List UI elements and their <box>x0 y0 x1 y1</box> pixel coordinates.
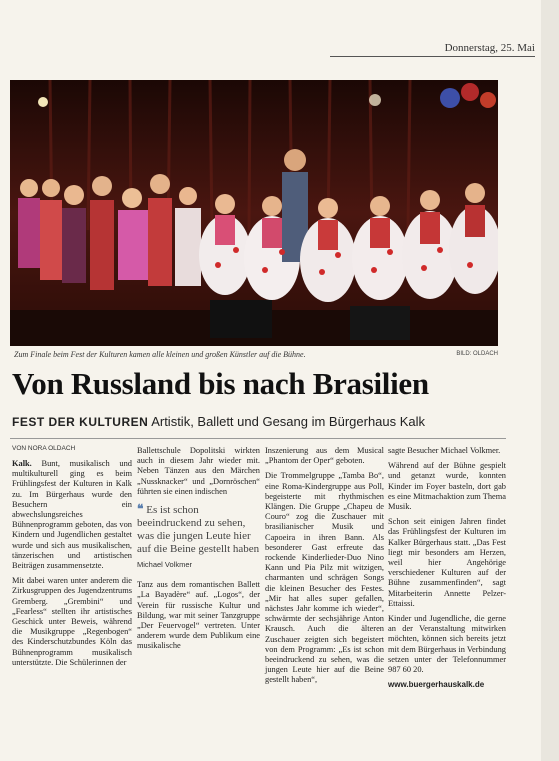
paragraph: Während auf der Bühne gespielt und getanzt wurde, konnten Kinder im Foyer basteln, dort gab es eine Mitmachaktion zum Thema Musik. <box>388 461 506 512</box>
article-column-1 <box>12 459 132 673</box>
paragraph: Inszenierung aus dem Musical „Phantom der Oper“ geboten. <box>265 446 384 466</box>
article-column-4 <box>388 446 506 695</box>
pull-quote-text: Es ist schon beeindruckend zu sehen, was die jungen Leute hier auf die Beine gestellt haben <box>137 504 260 556</box>
quote-mark-icon: ❝ <box>137 502 144 517</box>
paragraph: Bunt, musikalisch und multikulturell ging es beim Frühlingsfest der Kulturen in Kalk zu. Im Bürgerhaus wurde den Besuchern ein abwechslungsreiches Bühnenprogramm geboten, das von Kindern und Jugendlichen gestaltet wurde und sich aus musikalischen, tänzerischen und artistischen Beiträgen zusammensetzte. <box>12 459 132 571</box>
kicker: FEST DER KULTUREN <box>12 415 149 429</box>
dateline-location: Kalk. <box>12 459 32 468</box>
article-subheadline <box>12 414 512 429</box>
paragraph: Ballettschule Dopolitski wirkten auch in diesem Jahr wieder mit. Neben Tänzen aus den Märchen „Nussknacker“ und „Dornröschen“ führten sie einen indischen <box>137 446 260 496</box>
pull-quote <box>137 503 260 556</box>
paragraph: Schon seit einigen Jahren findet das Frühlingsfest der Kulturen im Kalker Bürgerhaus statt. „Das Fest liegt mir besonders am Herzen, weil hier Angehörige verschiedener Kulturen auf der Bühne zusammenfinden“, sagt Mitarbeiterin Annette Pelzer-Ettaissi. <box>388 517 506 608</box>
dateline: Donnerstag, 25. Mai <box>330 42 535 57</box>
pull-quote-author: Michael Volkmer <box>137 560 193 570</box>
page-edge <box>541 0 559 761</box>
article-column-2 <box>137 446 260 657</box>
paragraph: Tanz aus dem romantischen Ballett „La Bayadère“ auf. „Logos“, der Verein für russische Kultur und Bildung, war mit seiner Tanzgruppe „Der Feuervogel“ vertreten. Unter anderem wurde dem Publikum eine musikalische <box>137 580 260 651</box>
subheadline-text: Artistik, Ballett und Gesang im Bürgerhaus Kalk <box>151 414 426 429</box>
byline: VON NORA OLDACH <box>12 445 76 452</box>
divider <box>10 438 506 439</box>
photo-credit: BILD: OLDACH <box>456 351 498 357</box>
article-column-3 <box>265 446 384 691</box>
stage-photo <box>10 80 498 346</box>
paragraph: Die Trommelgruppe „Tamba Bo“, eine Roma-Kindergruppe aus Poll, begeisterte mit rhythmischen Klängen. Die Gruppe „Chapeu de Couro“ zog die Zuschauer mit brasilianischer Musik und Capoeira in ihren Bann. Als besonderer Gast erfreute das rockende Kinderlieder-Duo Nino Kann und Pia Pilz mit witzigen, charmanten und schrägen Songs die kleinen Besucher des Festes. „Mir hat alles super gefallen, nächstes Jahr komme ich wieder“, schwärmte der sechsjährige Anton Krausch. Auch die älteren Zuschauer zeigten sich begeistert von dem Programm: „Es ist schon beeindruckend zu sehen, was die jungen Leute hier auf die Beine gestellt haben“, <box>265 471 384 685</box>
article-headline: Von Russland bis nach Brasilien <box>12 366 429 401</box>
stage-photo-illustration <box>10 80 498 346</box>
website-link[interactable]: www.buergerhauskalk.de <box>388 680 485 690</box>
paragraph: Kinder und Jugendliche, die gerne an der Veranstaltung mitwirken möchten, können sich bereits jetzt mit dem Bürgerhaus in Verbindung setzen unter der Telefonnummer 987 60 20. <box>388 614 506 675</box>
paragraph: Mit dabei waren unter anderem die Zirkusgruppen des Jugendzentrums Gremberg. „Grembini“ und „Fearless“ stellten ihr artistisches Geschick unter Beweis, während die Musikgruppe „Regenbogen“ des Kinderschutzbundes Köln das Bühnenprogramm musikalisch unterstützte. Die Schülerinnen der <box>12 576 132 667</box>
photo-caption: Zum Finale beim Fest der Kulturen kamen alle kleinen und großen Künstler auf die Bühne. <box>14 350 306 359</box>
paragraph: sagte Besucher Michael Volkmer. <box>388 446 501 455</box>
